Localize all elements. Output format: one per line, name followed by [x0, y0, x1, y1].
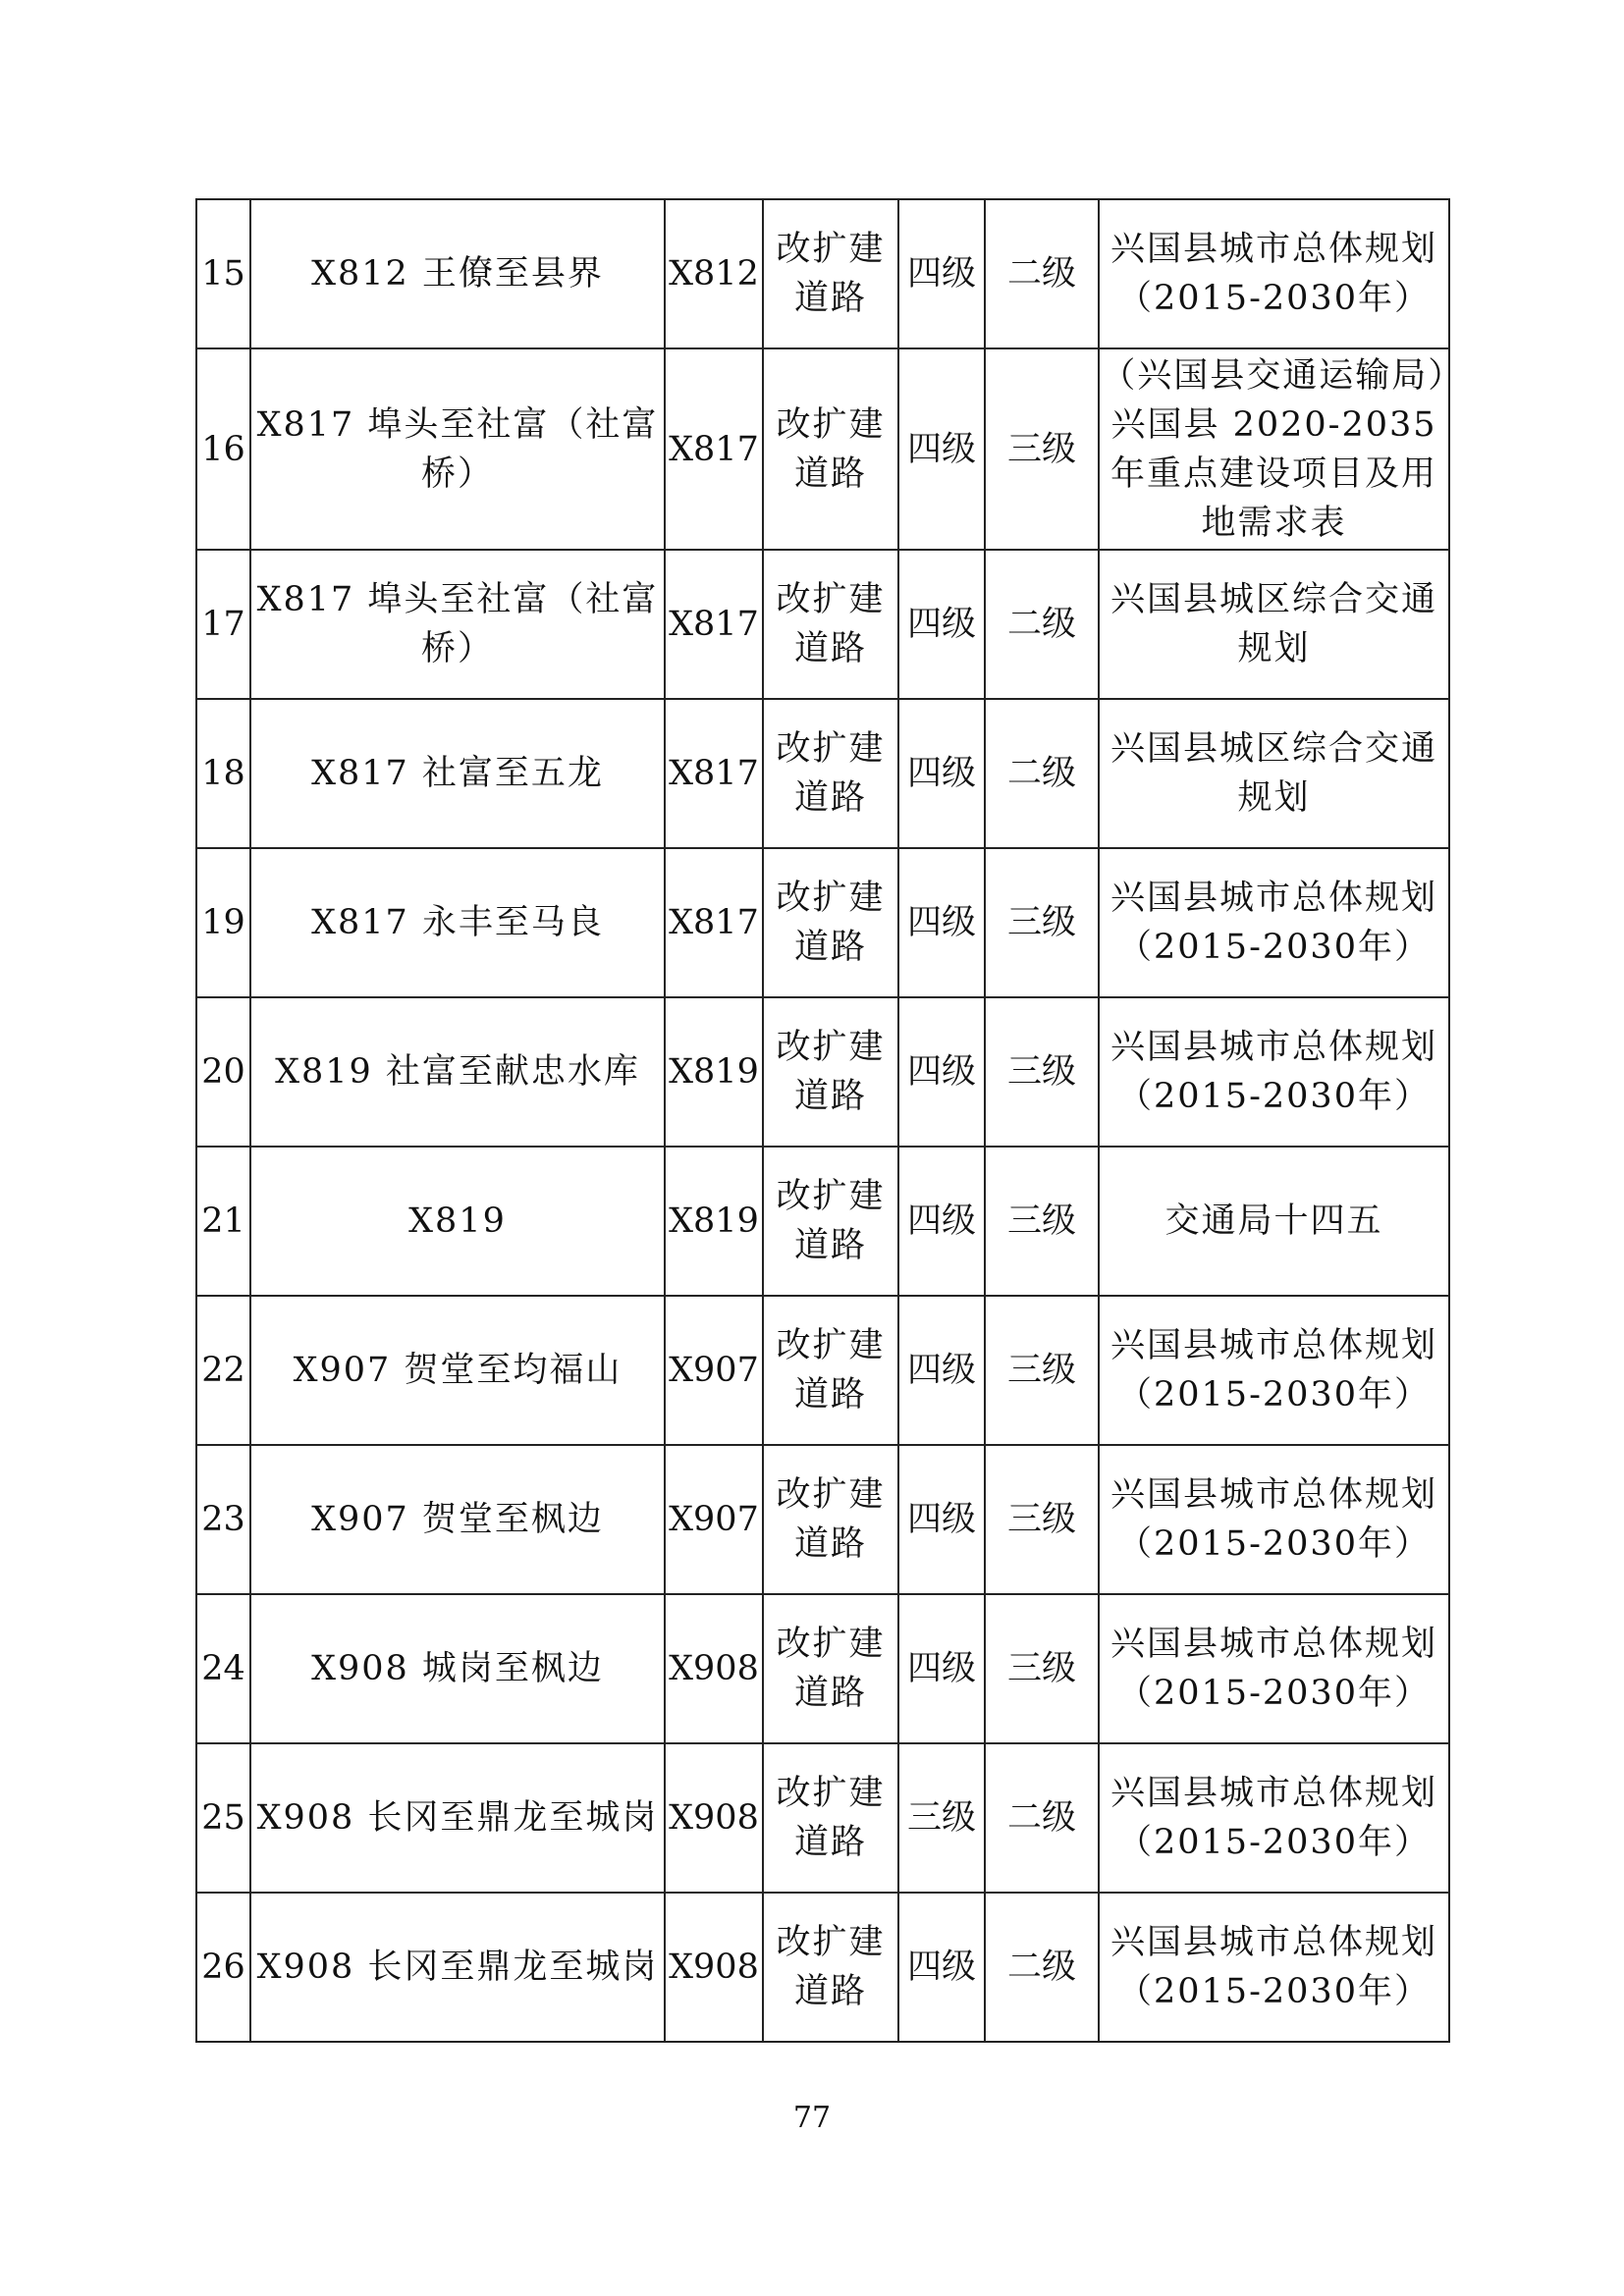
plan-source: 兴国县城区综合交通规划: [1099, 550, 1449, 699]
construction-type: 改扩建道路: [763, 1594, 898, 1743]
construction-type: 改扩建道路: [763, 348, 898, 550]
plan-source: 兴国县城市总体规划（2015-2030年）: [1099, 848, 1449, 997]
road-name: X908 长冈至鼎龙至城岗: [250, 1893, 665, 2042]
row-number: 17: [196, 550, 250, 699]
plan-source: 兴国县城市总体规划（2015-2030年）: [1099, 1594, 1449, 1743]
table-row: [196, 1296, 1449, 1445]
planned-grade: 二级: [985, 1893, 1099, 2042]
construction-type: 改扩建道路: [763, 199, 898, 348]
current-grade: 四级: [898, 1594, 985, 1743]
construction-type: 改扩建道路: [763, 1893, 898, 2042]
construction-type: 改扩建道路: [763, 699, 898, 848]
current-grade: 四级: [898, 997, 985, 1147]
plan-source: 兴国县城市总体规划（2015-2030年）: [1099, 1445, 1449, 1594]
road-name: X812 王僚至县界: [250, 199, 665, 348]
road-name: X907 贺堂至枫边: [250, 1445, 665, 1594]
road-code: X817: [665, 848, 763, 997]
plan-source: 兴国县城市总体规划（2015-2030年）: [1099, 997, 1449, 1147]
road-plan-table: [195, 198, 1450, 2043]
planned-grade: 二级: [985, 699, 1099, 848]
table-row: [196, 550, 1449, 699]
road-code: X907: [665, 1445, 763, 1594]
road-code: X817: [665, 348, 763, 550]
road-name: X908 长冈至鼎龙至城岗: [250, 1743, 665, 1893]
planned-grade: 三级: [985, 1147, 1099, 1296]
road-code: X908: [665, 1594, 763, 1743]
planned-grade: 二级: [985, 550, 1099, 699]
planned-grade: 三级: [985, 1296, 1099, 1445]
row-number: 25: [196, 1743, 250, 1893]
road-name: X817 埠头至社富（社富桥）: [250, 348, 665, 550]
table-row: [196, 1147, 1449, 1296]
plan-source: 兴国县城市总体规划（2015-2030年）: [1099, 1893, 1449, 2042]
construction-type: 改扩建道路: [763, 848, 898, 997]
current-grade: 四级: [898, 699, 985, 848]
road-code: X812: [665, 199, 763, 348]
table-row: [196, 1893, 1449, 2042]
current-grade: 四级: [898, 1893, 985, 2042]
planned-grade: 三级: [985, 997, 1099, 1147]
road-code: X908: [665, 1893, 763, 2042]
table-row: [196, 199, 1449, 348]
current-grade: 四级: [898, 348, 985, 550]
row-number: 18: [196, 699, 250, 848]
row-number: 26: [196, 1893, 250, 2042]
current-grade: 四级: [898, 1296, 985, 1445]
page-number: 77: [792, 2101, 832, 2135]
road-name: X819: [250, 1147, 665, 1296]
construction-type: 改扩建道路: [763, 1445, 898, 1594]
row-number: 21: [196, 1147, 250, 1296]
current-grade: 四级: [898, 199, 985, 348]
current-grade: 四级: [898, 1445, 985, 1594]
table-row: [196, 1743, 1449, 1893]
planned-grade: 三级: [985, 848, 1099, 997]
row-number: 23: [196, 1445, 250, 1594]
plan-source: 交通局十四五: [1099, 1147, 1449, 1296]
current-grade: 四级: [898, 848, 985, 997]
planned-grade: 三级: [985, 348, 1099, 550]
road-name: X819 社富至献忠水库: [250, 997, 665, 1147]
road-code: X817: [665, 699, 763, 848]
current-grade: 四级: [898, 550, 985, 699]
road-code: X907: [665, 1296, 763, 1445]
road-code: X819: [665, 997, 763, 1147]
table-row: [196, 699, 1449, 848]
road-code: X819: [665, 1147, 763, 1296]
road-name: X817 埠头至社富（社富桥）: [250, 550, 665, 699]
row-number: 22: [196, 1296, 250, 1445]
plan-source: 兴国县城区综合交通规划: [1099, 699, 1449, 848]
current-grade: 四级: [898, 1147, 985, 1296]
row-number: 24: [196, 1594, 250, 1743]
planned-grade: 二级: [985, 1743, 1099, 1893]
construction-type: 改扩建道路: [763, 1743, 898, 1893]
road-code: X817: [665, 550, 763, 699]
planned-grade: 三级: [985, 1445, 1099, 1594]
road-name: X817 永丰至马良: [250, 848, 665, 997]
road-name: X908 城岗至枫边: [250, 1594, 665, 1743]
road-name: X817 社富至五龙: [250, 699, 665, 848]
row-number: 16: [196, 348, 250, 550]
row-number: 19: [196, 848, 250, 997]
construction-type: 改扩建道路: [763, 997, 898, 1147]
construction-type: 改扩建道路: [763, 550, 898, 699]
table-row: [196, 1594, 1449, 1743]
row-number: 15: [196, 199, 250, 348]
plan-source: 兴国县城市总体规划（2015-2030年）: [1099, 199, 1449, 348]
table-row: [196, 348, 1449, 550]
construction-type: 改扩建道路: [763, 1147, 898, 1296]
road-code: X908: [665, 1743, 763, 1893]
table-row: [196, 848, 1449, 997]
table-row: [196, 1445, 1449, 1594]
planned-grade: 三级: [985, 1594, 1099, 1743]
table-row: [196, 997, 1449, 1147]
current-grade: 三级: [898, 1743, 985, 1893]
construction-type: 改扩建道路: [763, 1296, 898, 1445]
plan-source: 兴国县城市总体规划（2015-2030年）: [1099, 1743, 1449, 1893]
plan-source: 兴国县城市总体规划（2015-2030年）: [1099, 1296, 1449, 1445]
row-number: 20: [196, 997, 250, 1147]
planned-grade: 二级: [985, 199, 1099, 348]
road-name: X907 贺堂至均福山: [250, 1296, 665, 1445]
plan-source: （兴国县交通运输局）兴国县 2020-2035 年重点建设项目及用地需求表: [1099, 348, 1449, 550]
